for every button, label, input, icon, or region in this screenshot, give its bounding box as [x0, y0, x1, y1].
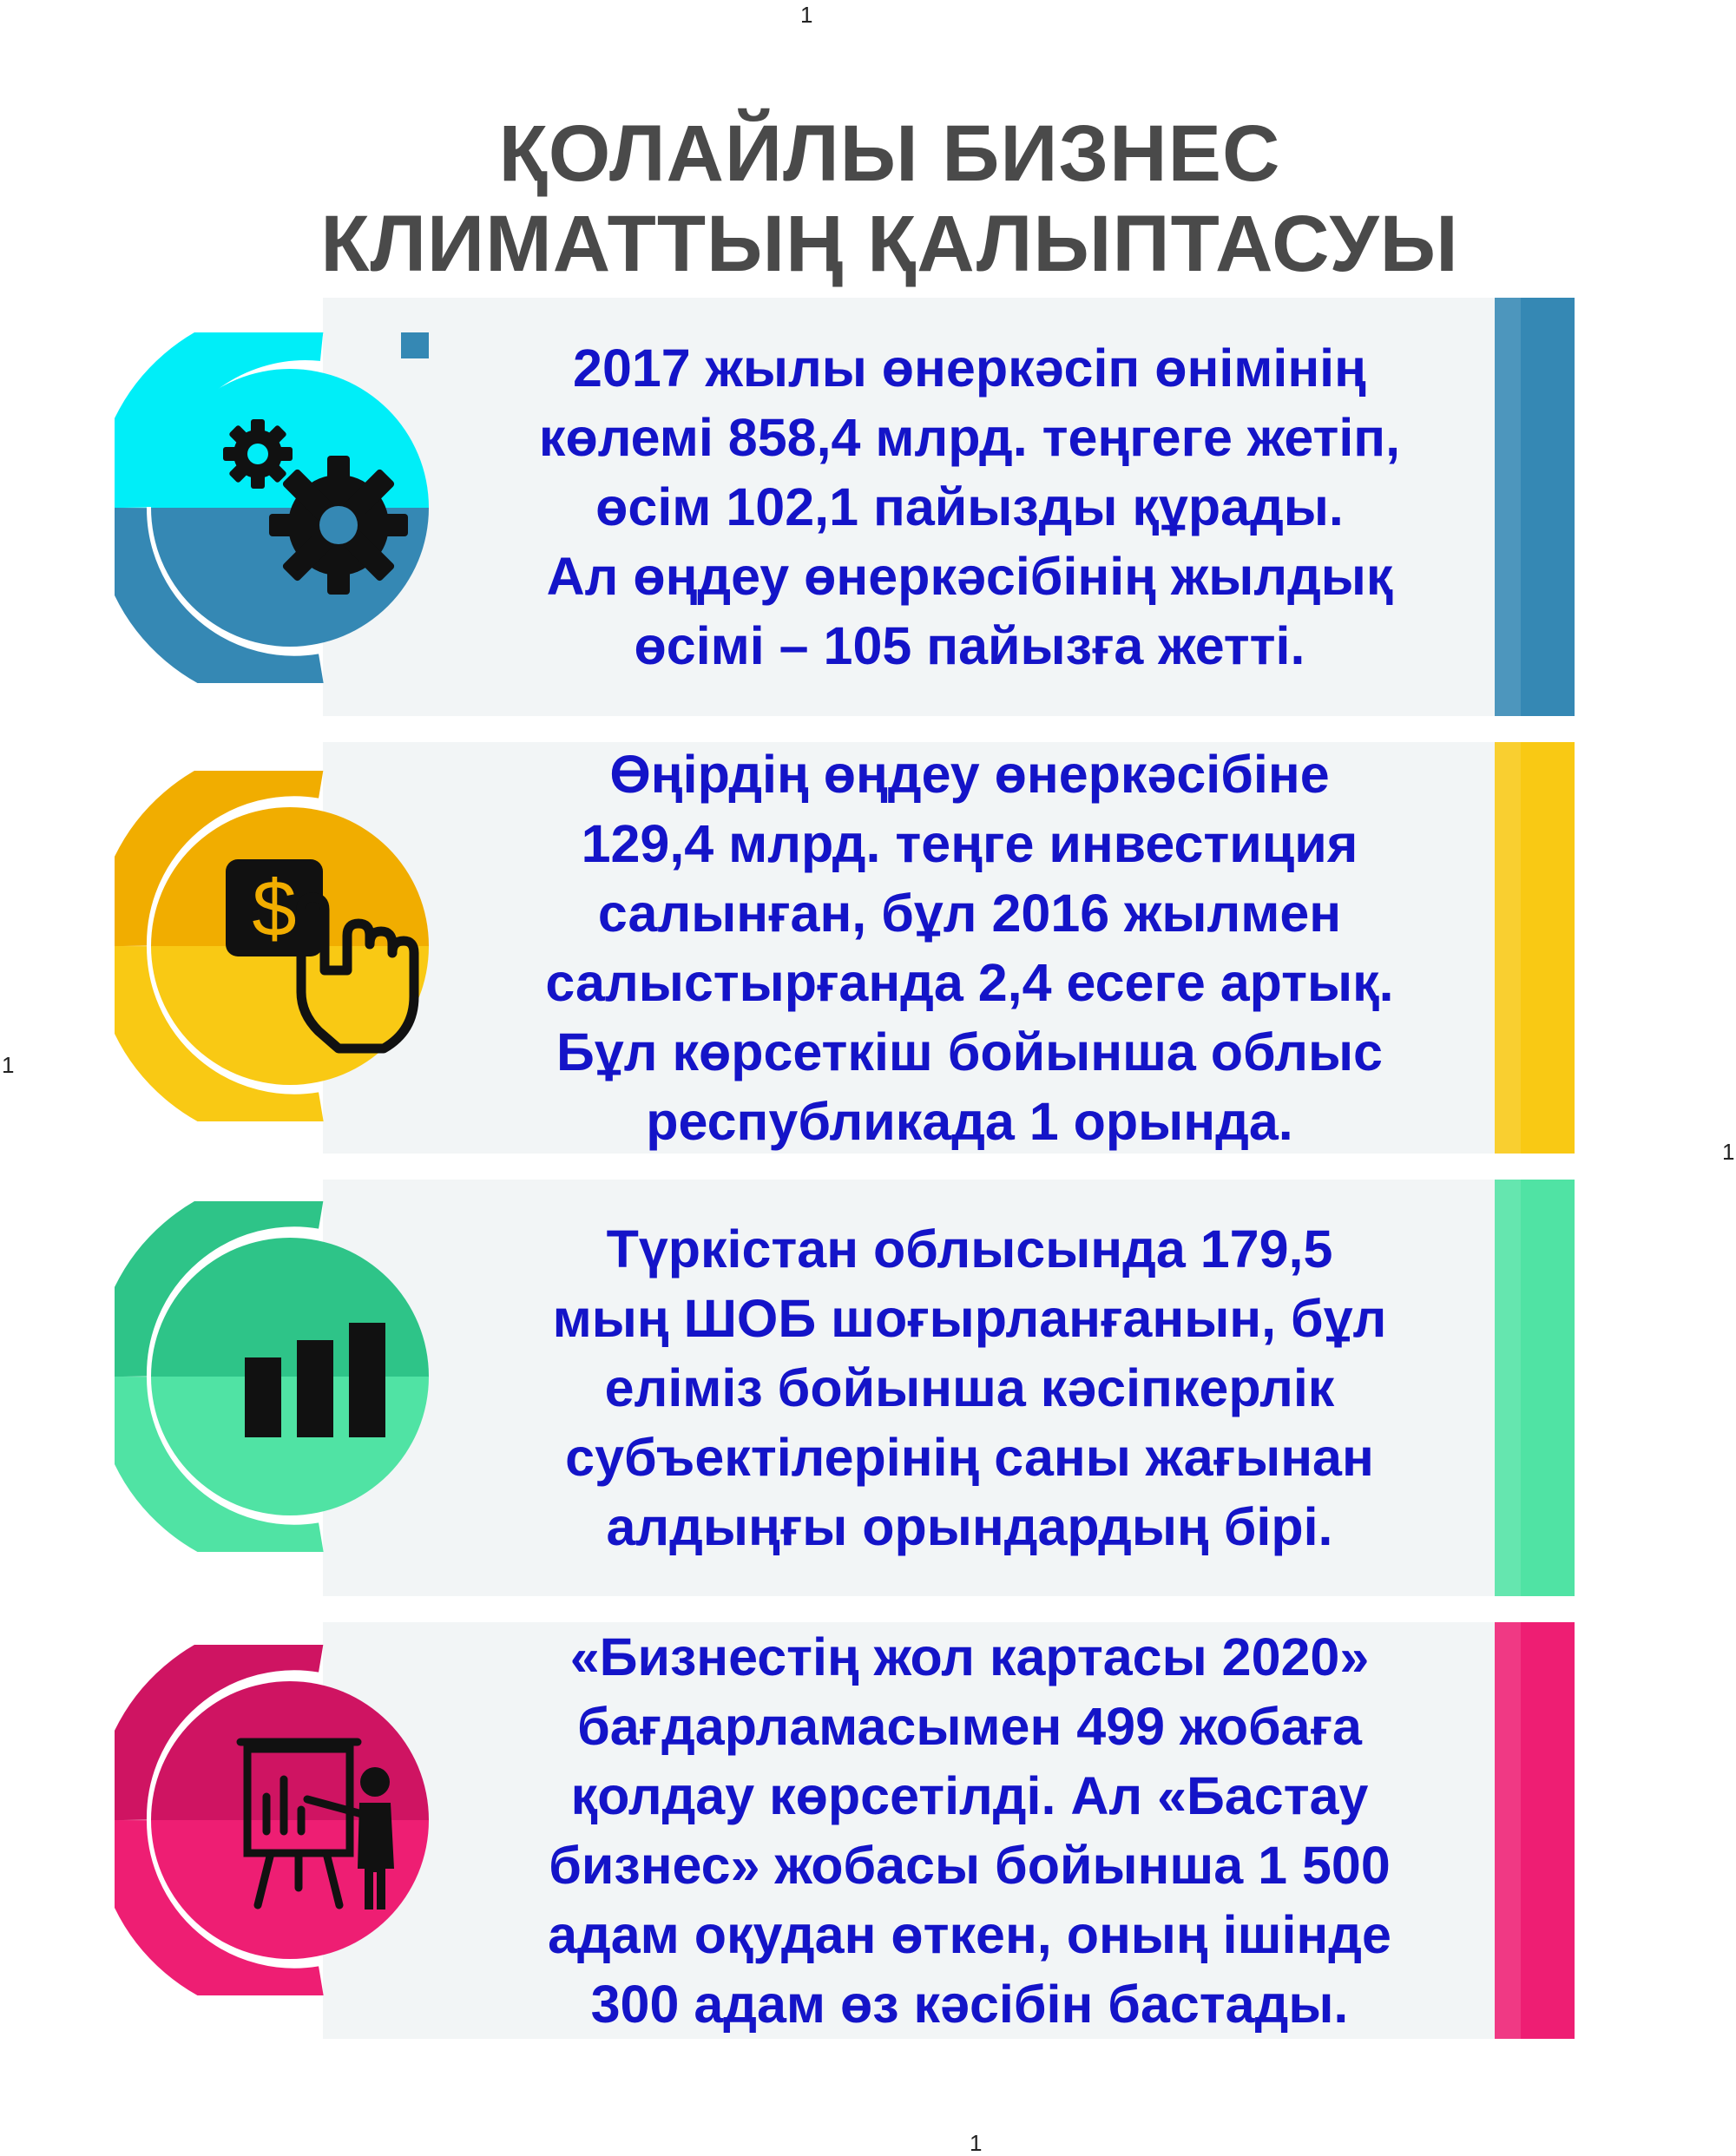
info-4-line-5: адам оқудан өткен, оның ішінде: [548, 1905, 1391, 1964]
info-panel-2: [323, 742, 1495, 1154]
page-title: [260, 108, 1519, 289]
page-marker-right: 1: [1722, 1139, 1735, 1165]
page-marker-bottom: 1: [970, 2130, 983, 2156]
info-2-line-5: Бұл көрсеткіш бойынша облыс: [556, 1022, 1383, 1081]
accent-stripe-1: [1495, 298, 1575, 716]
info-2-line-1: Өңірдің өңдеу өнеркәсібіне: [609, 745, 1330, 804]
page-marker-left: 1: [2, 1052, 15, 1078]
info-2-line-2: 129,4 млрд. теңге инвестиция: [581, 814, 1358, 873]
icon-circle-4: [115, 1645, 465, 1995]
icon-circle-2: [115, 771, 465, 1121]
info-text-4: [470, 1622, 1469, 2039]
info-1-line-3: өсім 102,1 пайызды құрады.: [595, 477, 1344, 536]
info-4-line-4: бизнес» жобасы бойынша 1 500: [549, 1836, 1391, 1895]
info-2-line-6: республикада 1 орында.: [646, 1092, 1293, 1151]
info-panel-1: [323, 298, 1495, 716]
info-text-1: [470, 298, 1469, 716]
info-2-line-3: салынған, бұл 2016 жылмен: [597, 884, 1342, 943]
info-4-line-2: бағдарламасымен 499 жобаға: [577, 1697, 1362, 1756]
info-3-line-2: мың ШОБ шоғырланғанын, бұл: [552, 1289, 1387, 1348]
page-marker-top: 1: [800, 2, 813, 28]
info-3-line-3: еліміз бойынша кәсіпкерлік: [604, 1358, 1335, 1417]
accent-stripe-4: [1495, 1622, 1575, 2039]
title-line-1: ҚОЛАЙЛЫ БИЗНЕС: [498, 109, 1281, 198]
info-4-line-1: «Бизнестің жол картасы 2020»: [569, 1627, 1370, 1686]
info-3-line-1: Түркістан облысында 179,5: [606, 1219, 1333, 1278]
icon-circle-3: [115, 1201, 465, 1552]
info-3-line-5: алдыңғы орындардың бірі.: [606, 1497, 1333, 1556]
icon-circle-1: [115, 332, 465, 683]
info-3-line-4: субъектілерінің саны жағынан: [565, 1428, 1374, 1487]
info-panel-3: [323, 1180, 1495, 1596]
accent-stripe-2: [1495, 742, 1575, 1154]
info-1-line-4: Ал өңдеу өнеркәсібінің жылдық: [546, 547, 1393, 606]
info-4-line-6: 300 адам өз кәсібін бастады.: [590, 1975, 1349, 2034]
info-4-line-3: қолдау көрсетілді. Ал «Бастау: [570, 1766, 1369, 1825]
info-text-2: [470, 742, 1469, 1154]
title-line-2: КЛИМАТТЫҢ ҚАЛЫПТАСУЫ: [320, 200, 1459, 288]
accent-stripe-3: [1495, 1180, 1575, 1596]
info-panel-4: [323, 1622, 1495, 2039]
dollar-sign-icon: $: [252, 864, 297, 953]
info-1-line-1: 2017 жылы өнеркәсіп өнімінің: [573, 339, 1366, 398]
info-1-line-5: өсімі – 105 пайызға жетті.: [634, 616, 1305, 675]
info-text-3: [470, 1180, 1469, 1596]
info-2-line-4: салыстырғанда 2,4 есеге артық.: [545, 953, 1394, 1012]
info-1-line-2: көлемі 858,4 млрд. теңгеге жетіп,: [538, 408, 1401, 467]
